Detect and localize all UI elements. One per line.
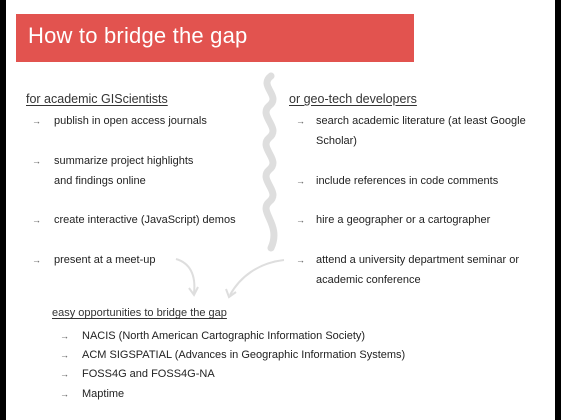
title-bar [16, 14, 414, 62]
right-item-2: include references in code comments [316, 175, 499, 187]
arrow-right-icon: → [32, 116, 41, 126]
arrow-right-icon: → [296, 255, 305, 265]
arrow-right-icon: → [296, 176, 305, 186]
arrow-right-icon: → [60, 350, 69, 360]
bottom-item-3: FOSS4G and FOSS4G-NA [82, 368, 215, 380]
left-item-2: summarize project highlights and findings online [54, 155, 194, 187]
squiggle-divider [256, 72, 286, 252]
arrow-right-icon: → [32, 215, 41, 225]
arrow-right-icon: → [296, 215, 305, 225]
arrow-right-icon: → [32, 255, 41, 265]
right-item-4: attend a university department seminar or academic conference [316, 254, 519, 286]
arrow-right-icon: → [60, 331, 69, 341]
right-item-3: hire a geographer or a cartographer [316, 214, 491, 226]
bottom-heading: easy opportunities to bridge the gap [52, 307, 227, 319]
bottom-item-1: NACIS (North American Cartographic Information Society) [82, 330, 366, 342]
arrow-right-icon: → [296, 116, 305, 126]
curved-arrows [156, 245, 296, 310]
left-item-1: publish in open access journals [54, 115, 207, 127]
left-item-4: present at a meet-up [54, 254, 156, 266]
arrow-right-icon: → [60, 389, 69, 399]
arrow-right-icon: → [32, 156, 41, 166]
slide-title: How to bridge the gap [28, 23, 248, 48]
slide [6, 0, 555, 420]
bottom-item-2: ACM SIGSPATIAL (Advances in Geographic Information Systems) [82, 349, 406, 361]
arrow-right-icon: → [60, 369, 69, 379]
bottom-item-4: Maptime [82, 388, 125, 400]
left-column-heading: for academic GIScientists [26, 92, 168, 106]
right-column-heading: or geo-tech developers [289, 92, 417, 106]
right-item-1: search academic literature (at least Google Scholar) [316, 115, 526, 147]
left-item-3: create interactive (JavaScript) demos [54, 214, 236, 226]
